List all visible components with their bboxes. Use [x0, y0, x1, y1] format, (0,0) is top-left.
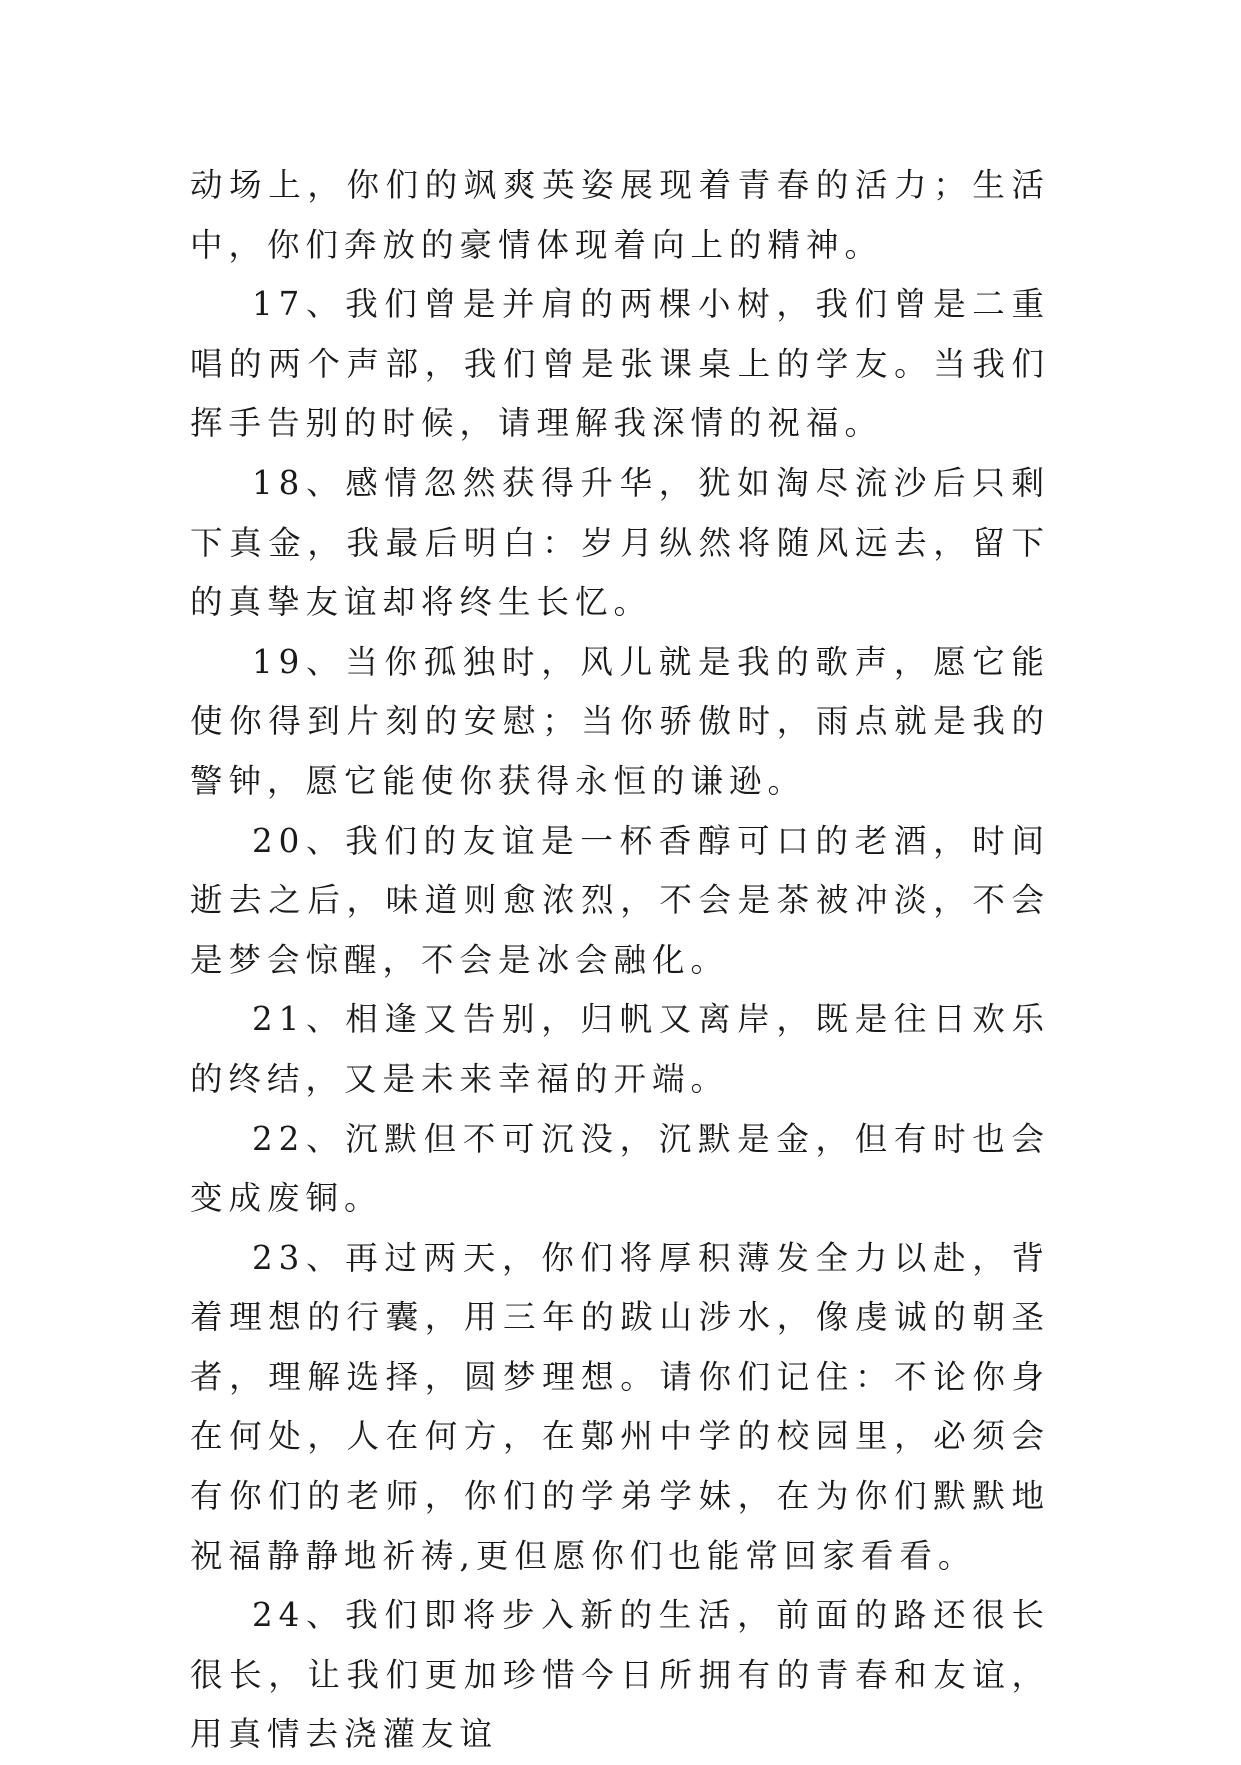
document-body [190, 156, 1050, 1765]
paragraph-18: 18、感情忽然获得升华，犹如淘尽流沙后只剩下真金，我最后明白：岁月纵然将随风远去，留下的真挚友谊却将终生长忆。 [190, 463, 1050, 622]
paragraph-20: 20、我们的友谊是一杯香醇可口的老酒，时间逝去之后，味道则愈浓烈，不会是茶被冲淡，不会是梦会惊醒，不会是冰会融化。 [190, 821, 1050, 979]
paragraph-21: 21、相逢又告别，归帆又离岸，既是往日欢乐的终结，又是未来幸福的开端。 [190, 1000, 1050, 1098]
paragraph-23: 23、再过两天，你们将厚积薄发全力以赴，背着理想的行囊，用三年的跋山涉水，像虔诚的朝圣者，理解选择，圆梦理想。请你们记住：不论你身在何处，人在何方，在鄚州中学的校园里，必须会有你们的老师，你们的学弟学妹，在为你们默默地祝福静静地祈祷,更但愿你们也能常回家看看。 [190, 1238, 1050, 1575]
paragraph-22: 22、沉默但不可沉没，沉默是金，但有时也会变成废铜。 [190, 1119, 1050, 1218]
paragraph-19: 19、当你孤独时，风儿就是我的歌声，愿它能使你得到片刻的安慰；当你骄傲时，雨点就是我的警钟，愿它能使你获得永恒的谦逊。 [190, 642, 1050, 800]
paragraph-17: 17、我们曾是并肩的两棵小树，我们曾是二重唱的两个声部，我们曾是张课桌上的学友。当我们挥手告别的时候，请理解我深情的祝福。 [190, 285, 1050, 443]
paragraph-24: 24、我们即将步入新的生活，前面的路还很长很长，让我们更加珍惜今日所拥有的青春和友谊，用真情去浇灌友谊 [190, 1596, 1050, 1754]
paragraph-16-continued: 动场上，你们的飒爽英姿展现着青春的活力；生活中，你们奔放的豪情体现着向上的精神。 [190, 166, 1050, 264]
